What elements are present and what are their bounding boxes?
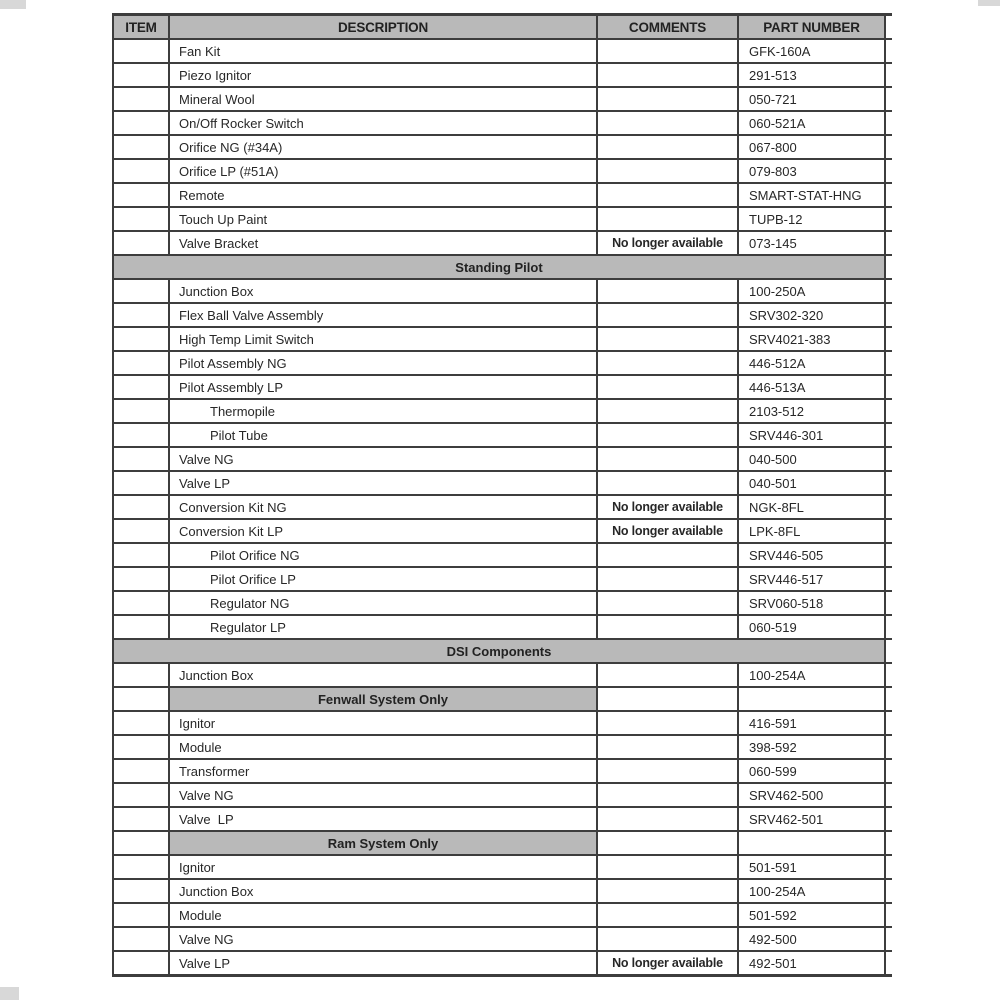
part-number-cell: 100-254A bbox=[738, 879, 885, 903]
item-cell bbox=[113, 591, 169, 615]
stub-cell bbox=[885, 447, 892, 471]
comments-cell bbox=[597, 183, 738, 207]
stub-cell bbox=[885, 591, 892, 615]
comments-cell bbox=[597, 447, 738, 471]
table-row bbox=[113, 471, 892, 495]
comments-cell bbox=[597, 303, 738, 327]
scan-artifact-top-left bbox=[0, 0, 26, 9]
item-cell bbox=[113, 543, 169, 567]
stub-cell bbox=[885, 519, 892, 543]
item-cell bbox=[113, 711, 169, 735]
stub-cell bbox=[885, 183, 892, 207]
comments-cell bbox=[597, 879, 738, 903]
item-cell bbox=[113, 447, 169, 471]
part-number-cell: SRV4021-383 bbox=[738, 327, 885, 351]
stub-cell bbox=[885, 879, 892, 903]
part-number-cell bbox=[738, 687, 885, 711]
section-row bbox=[113, 255, 892, 279]
description-cell: Conversion Kit LP bbox=[169, 519, 597, 543]
stub-cell bbox=[885, 39, 892, 63]
description-cell: Remote bbox=[169, 183, 597, 207]
table-row bbox=[113, 231, 892, 255]
stub-cell bbox=[885, 855, 892, 879]
comments-cell bbox=[597, 855, 738, 879]
part-number-cell: TUPB-12 bbox=[738, 207, 885, 231]
stub-cell bbox=[885, 231, 892, 255]
part-number-cell: 073-145 bbox=[738, 231, 885, 255]
comments-cell bbox=[597, 615, 738, 639]
description-cell: On/Off Rocker Switch bbox=[169, 111, 597, 135]
description-cell: Regulator LP bbox=[169, 615, 597, 639]
part-number-cell: 050-721 bbox=[738, 87, 885, 111]
comments-cell: No longer available bbox=[597, 951, 738, 976]
table-row bbox=[113, 159, 892, 183]
stub-cell bbox=[885, 375, 892, 399]
section-row bbox=[113, 639, 892, 663]
part-number-cell: 067-800 bbox=[738, 135, 885, 159]
stub-cell bbox=[885, 903, 892, 927]
part-number-cell: 060-521A bbox=[738, 111, 885, 135]
part-number-cell: 291-513 bbox=[738, 63, 885, 87]
stub-cell bbox=[885, 759, 892, 783]
section-header: DSI Components bbox=[113, 639, 885, 663]
table-row bbox=[113, 135, 892, 159]
comments-cell bbox=[597, 159, 738, 183]
comments-cell: No longer available bbox=[597, 519, 738, 543]
part-number-cell: 040-501 bbox=[738, 471, 885, 495]
comments-cell bbox=[597, 351, 738, 375]
comments-cell bbox=[597, 111, 738, 135]
stub-cell bbox=[885, 423, 892, 447]
table-row bbox=[113, 927, 892, 951]
item-cell bbox=[113, 783, 169, 807]
table-row bbox=[113, 423, 892, 447]
column-header-part-number: PART NUMBER bbox=[738, 15, 885, 40]
stub-cell bbox=[885, 567, 892, 591]
scan-artifact-bottom-left bbox=[0, 987, 19, 1000]
part-number-cell: NGK-8FL bbox=[738, 495, 885, 519]
part-number-cell: GFK-160A bbox=[738, 39, 885, 63]
stub-cell bbox=[885, 639, 892, 663]
table-row bbox=[113, 903, 892, 927]
item-cell bbox=[113, 855, 169, 879]
part-number-cell: 2103-512 bbox=[738, 399, 885, 423]
item-cell bbox=[113, 135, 169, 159]
description-cell: Fan Kit bbox=[169, 39, 597, 63]
description-cell: Flex Ball Valve Assembly bbox=[169, 303, 597, 327]
part-number-cell: 060-519 bbox=[738, 615, 885, 639]
description-cell: Regulator NG bbox=[169, 591, 597, 615]
item-cell bbox=[113, 303, 169, 327]
comments-cell bbox=[597, 543, 738, 567]
comments-cell bbox=[597, 735, 738, 759]
part-number-cell: SRV446-301 bbox=[738, 423, 885, 447]
item-cell bbox=[113, 351, 169, 375]
description-cell: Junction Box bbox=[169, 879, 597, 903]
item-cell bbox=[113, 831, 169, 855]
item-cell bbox=[113, 159, 169, 183]
item-cell bbox=[113, 879, 169, 903]
table-row bbox=[113, 759, 892, 783]
description-cell: Transformer bbox=[169, 759, 597, 783]
table-row bbox=[113, 951, 892, 976]
part-number-cell: SRV060-518 bbox=[738, 591, 885, 615]
stub-cell bbox=[885, 135, 892, 159]
part-number-cell: 100-250A bbox=[738, 279, 885, 303]
comments-cell bbox=[597, 63, 738, 87]
description-cell: Valve LP bbox=[169, 471, 597, 495]
stub-cell bbox=[885, 207, 892, 231]
comments-cell bbox=[597, 903, 738, 927]
description-cell: Pilot Orifice LP bbox=[169, 567, 597, 591]
comments-cell bbox=[597, 711, 738, 735]
part-number-cell: LPK-8FL bbox=[738, 519, 885, 543]
item-cell bbox=[113, 663, 169, 687]
table-body bbox=[113, 39, 892, 976]
comments-cell bbox=[597, 423, 738, 447]
description-cell: Ignitor bbox=[169, 711, 597, 735]
item-cell bbox=[113, 39, 169, 63]
stub-cell bbox=[885, 663, 892, 687]
part-number-cell: 501-592 bbox=[738, 903, 885, 927]
comments-cell: No longer available bbox=[597, 231, 738, 255]
part-number-cell: 100-254A bbox=[738, 663, 885, 687]
part-number-cell: 416-591 bbox=[738, 711, 885, 735]
item-cell bbox=[113, 375, 169, 399]
table-row bbox=[113, 375, 892, 399]
subsection-header: Fenwall System Only bbox=[169, 687, 597, 711]
comments-cell bbox=[597, 375, 738, 399]
item-cell bbox=[113, 279, 169, 303]
description-cell: Valve NG bbox=[169, 783, 597, 807]
stub-cell bbox=[885, 615, 892, 639]
comments-cell bbox=[597, 399, 738, 423]
comments-cell bbox=[597, 783, 738, 807]
stub-cell bbox=[885, 87, 892, 111]
description-cell: Ignitor bbox=[169, 855, 597, 879]
stub-cell bbox=[885, 351, 892, 375]
comments-cell bbox=[597, 135, 738, 159]
comments-cell bbox=[597, 279, 738, 303]
subsection-row bbox=[113, 831, 892, 855]
description-cell: Pilot Assembly NG bbox=[169, 351, 597, 375]
description-cell: Conversion Kit NG bbox=[169, 495, 597, 519]
comments-cell bbox=[597, 687, 738, 711]
description-cell: Module bbox=[169, 903, 597, 927]
table-row bbox=[113, 591, 892, 615]
comments-cell bbox=[597, 39, 738, 63]
table-row bbox=[113, 855, 892, 879]
stub-cell bbox=[885, 927, 892, 951]
part-number-cell: 040-500 bbox=[738, 447, 885, 471]
part-number-cell: SRV462-501 bbox=[738, 807, 885, 831]
table-row bbox=[113, 615, 892, 639]
stub-cell bbox=[885, 783, 892, 807]
table-row bbox=[113, 303, 892, 327]
description-cell: Junction Box bbox=[169, 279, 597, 303]
description-cell: Valve LP bbox=[169, 807, 597, 831]
description-cell: Orifice NG (#34A) bbox=[169, 135, 597, 159]
parts-table-container bbox=[112, 13, 892, 981]
comments-cell bbox=[597, 471, 738, 495]
comments-cell bbox=[597, 567, 738, 591]
stub-cell bbox=[885, 399, 892, 423]
description-cell: Valve NG bbox=[169, 447, 597, 471]
item-cell bbox=[113, 399, 169, 423]
part-number-cell: SMART-STAT-HNG bbox=[738, 183, 885, 207]
comments-cell bbox=[597, 207, 738, 231]
stub-cell bbox=[885, 471, 892, 495]
part-number-cell: SRV446-517 bbox=[738, 567, 885, 591]
item-cell bbox=[113, 735, 169, 759]
comments-cell bbox=[597, 831, 738, 855]
table-row bbox=[113, 351, 892, 375]
item-cell bbox=[113, 111, 169, 135]
stub-cell bbox=[885, 63, 892, 87]
table-row bbox=[113, 783, 892, 807]
item-cell bbox=[113, 903, 169, 927]
part-number-cell: 501-591 bbox=[738, 855, 885, 879]
table-row bbox=[113, 327, 892, 351]
table-row bbox=[113, 447, 892, 471]
stub-cell bbox=[885, 951, 892, 976]
subsection-row bbox=[113, 687, 892, 711]
stub-cell bbox=[885, 303, 892, 327]
comments-cell bbox=[597, 807, 738, 831]
description-cell: Junction Box bbox=[169, 663, 597, 687]
item-cell bbox=[113, 471, 169, 495]
stub-cell bbox=[885, 279, 892, 303]
part-number-cell: SRV462-500 bbox=[738, 783, 885, 807]
parts-table bbox=[112, 13, 892, 977]
part-number-cell: 398-592 bbox=[738, 735, 885, 759]
stub-cell bbox=[885, 495, 892, 519]
comments-cell bbox=[597, 663, 738, 687]
item-cell bbox=[113, 87, 169, 111]
comments-cell bbox=[597, 87, 738, 111]
stub-cell bbox=[885, 255, 892, 279]
description-cell: Touch Up Paint bbox=[169, 207, 597, 231]
part-number-cell: SRV302-320 bbox=[738, 303, 885, 327]
comments-cell bbox=[597, 927, 738, 951]
description-cell: Valve NG bbox=[169, 927, 597, 951]
table-row bbox=[113, 663, 892, 687]
item-cell bbox=[113, 951, 169, 976]
table-row bbox=[113, 111, 892, 135]
column-header-stub bbox=[885, 15, 892, 40]
subsection-header: Ram System Only bbox=[169, 831, 597, 855]
part-number-cell: 079-803 bbox=[738, 159, 885, 183]
part-number-cell: 492-500 bbox=[738, 927, 885, 951]
item-cell bbox=[113, 63, 169, 87]
part-number-cell bbox=[738, 831, 885, 855]
section-header: Standing Pilot bbox=[113, 255, 885, 279]
stub-cell bbox=[885, 159, 892, 183]
description-cell: Pilot Tube bbox=[169, 423, 597, 447]
part-number-cell: 492-501 bbox=[738, 951, 885, 976]
description-cell: Valve Bracket bbox=[169, 231, 597, 255]
comments-cell: No longer available bbox=[597, 495, 738, 519]
item-cell bbox=[113, 807, 169, 831]
column-header-comments: COMMENTS bbox=[597, 15, 738, 40]
part-number-cell: 446-512A bbox=[738, 351, 885, 375]
description-cell: Valve LP bbox=[169, 951, 597, 976]
stub-cell bbox=[885, 687, 892, 711]
description-cell: Thermopile bbox=[169, 399, 597, 423]
item-cell bbox=[113, 231, 169, 255]
scan-artifact-top-right bbox=[978, 0, 1000, 6]
stub-cell bbox=[885, 543, 892, 567]
stub-cell bbox=[885, 807, 892, 831]
description-cell: Piezo Ignitor bbox=[169, 63, 597, 87]
stub-cell bbox=[885, 711, 892, 735]
item-cell bbox=[113, 567, 169, 591]
comments-cell bbox=[597, 591, 738, 615]
item-cell bbox=[113, 423, 169, 447]
table-row bbox=[113, 495, 892, 519]
column-header-item: ITEM bbox=[113, 15, 169, 40]
description-cell: Orifice LP (#51A) bbox=[169, 159, 597, 183]
item-cell bbox=[113, 327, 169, 351]
table-row bbox=[113, 567, 892, 591]
description-cell: Pilot Orifice NG bbox=[169, 543, 597, 567]
item-cell bbox=[113, 615, 169, 639]
item-cell bbox=[113, 495, 169, 519]
item-cell bbox=[113, 687, 169, 711]
table-row bbox=[113, 207, 892, 231]
table-row bbox=[113, 87, 892, 111]
description-cell: Module bbox=[169, 735, 597, 759]
table-row bbox=[113, 279, 892, 303]
item-cell bbox=[113, 759, 169, 783]
item-cell bbox=[113, 207, 169, 231]
table-row bbox=[113, 879, 892, 903]
table-row bbox=[113, 39, 892, 63]
stub-cell bbox=[885, 831, 892, 855]
description-cell: Mineral Wool bbox=[169, 87, 597, 111]
description-cell: Pilot Assembly LP bbox=[169, 375, 597, 399]
part-number-cell: 060-599 bbox=[738, 759, 885, 783]
part-number-cell: SRV446-505 bbox=[738, 543, 885, 567]
column-header-description: DESCRIPTION bbox=[169, 15, 597, 40]
table-row bbox=[113, 807, 892, 831]
part-number-cell: 446-513A bbox=[738, 375, 885, 399]
item-cell bbox=[113, 519, 169, 543]
table-row bbox=[113, 183, 892, 207]
table-header-row bbox=[113, 15, 892, 40]
table-row bbox=[113, 543, 892, 567]
table-row bbox=[113, 711, 892, 735]
item-cell bbox=[113, 927, 169, 951]
stub-cell bbox=[885, 735, 892, 759]
comments-cell bbox=[597, 759, 738, 783]
stub-cell bbox=[885, 111, 892, 135]
table-row bbox=[113, 399, 892, 423]
stub-cell bbox=[885, 327, 892, 351]
description-cell: High Temp Limit Switch bbox=[169, 327, 597, 351]
table-row bbox=[113, 519, 892, 543]
table-row bbox=[113, 735, 892, 759]
comments-cell bbox=[597, 327, 738, 351]
item-cell bbox=[113, 183, 169, 207]
table-row bbox=[113, 63, 892, 87]
